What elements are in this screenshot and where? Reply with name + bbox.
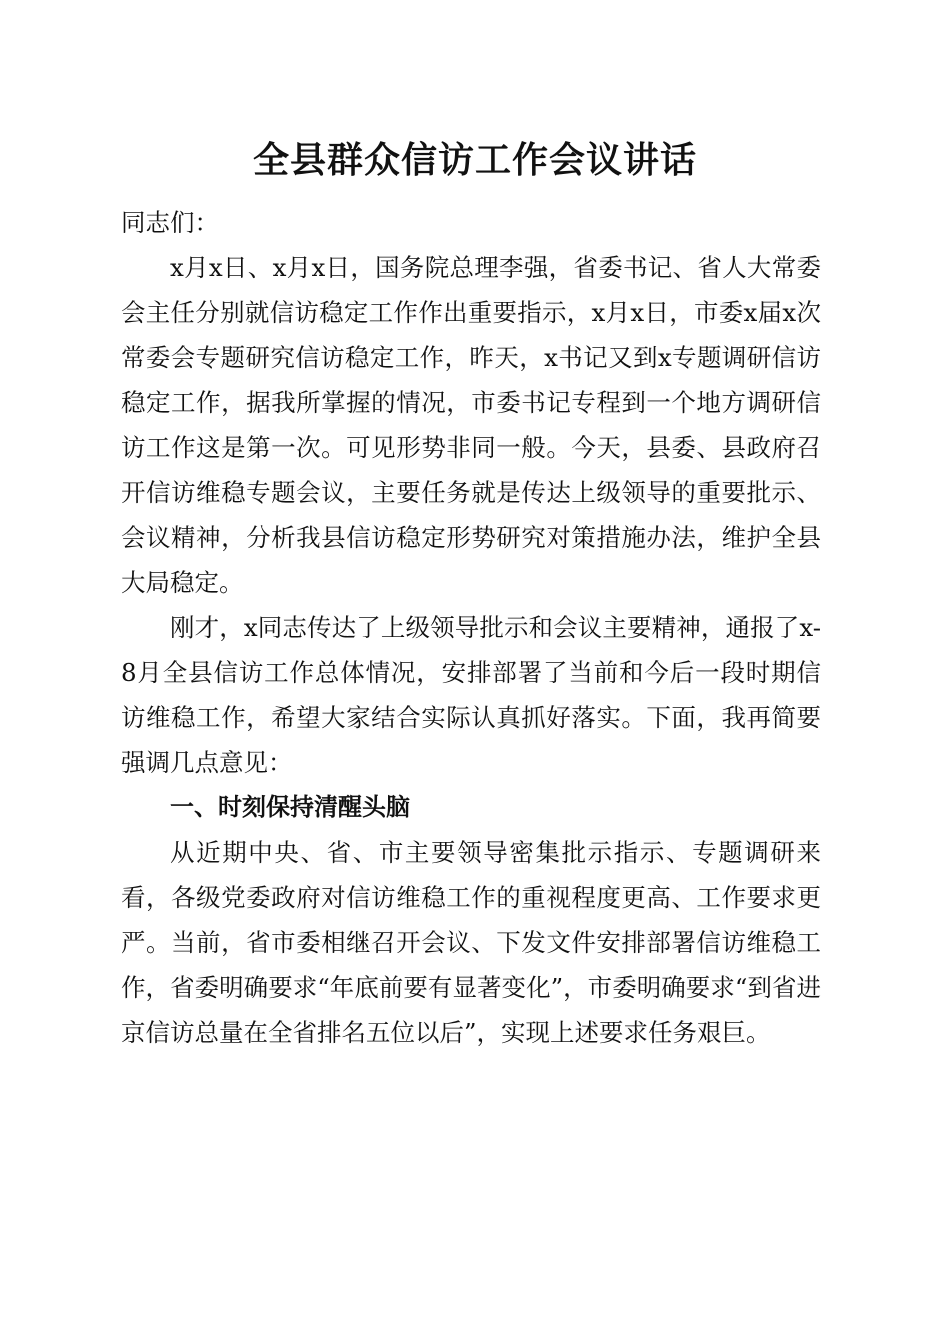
section-paragraph: 从近期中央、省、市主要领导密集批示指示、专题调研来看，各级党委政府对信访维稳工作的重视程度更高、工作要求更严。当前，省市委相继召开会议、下发文件安排部署信访维稳工作，省委明确要求“年底前要有显著变化”，市委明确要求“到省进京信访总量在全省排名五位以后”，实现上述要求任务艰巨。 [121, 838, 821, 1047]
document-body [121, 200, 821, 1055]
paragraph-summary: 刚才，x同志传达了上级领导批示和会议主要精神，通报了x-8月全县信访工作总体情况，安排部署了当前和今后一段时期信访维稳工作，希望大家结合实际认真抓好落实。下面，我再简要强调几点意见： [121, 613, 821, 777]
salutation: 同志们： [121, 208, 219, 237]
paragraph-intro: x月x日、x月x日，国务院总理李强，省委书记、省人大常委会主任分别就信访稳定工作作出重要指示，x月x日，市委x届x次常委会专题研究信访稳定工作，昨天，x书记又到x专题调研信访稳定工作，据我所掌握的情况，市委书记专程到一个地方调研信访工作这是第一次。可见形势非同一般。今天，县委、县政府召开信访维稳专题会议，主要任务就是传达上级领导的重要批示、会议精神，分析我县信访稳定形势研究对策措施办法，维护全县大局稳定。 [121, 253, 821, 597]
document-title: 全县群众信访工作会议讲话 [252, 139, 697, 181]
section-heading: 一、时刻保持清醒头脑 [170, 793, 410, 821]
